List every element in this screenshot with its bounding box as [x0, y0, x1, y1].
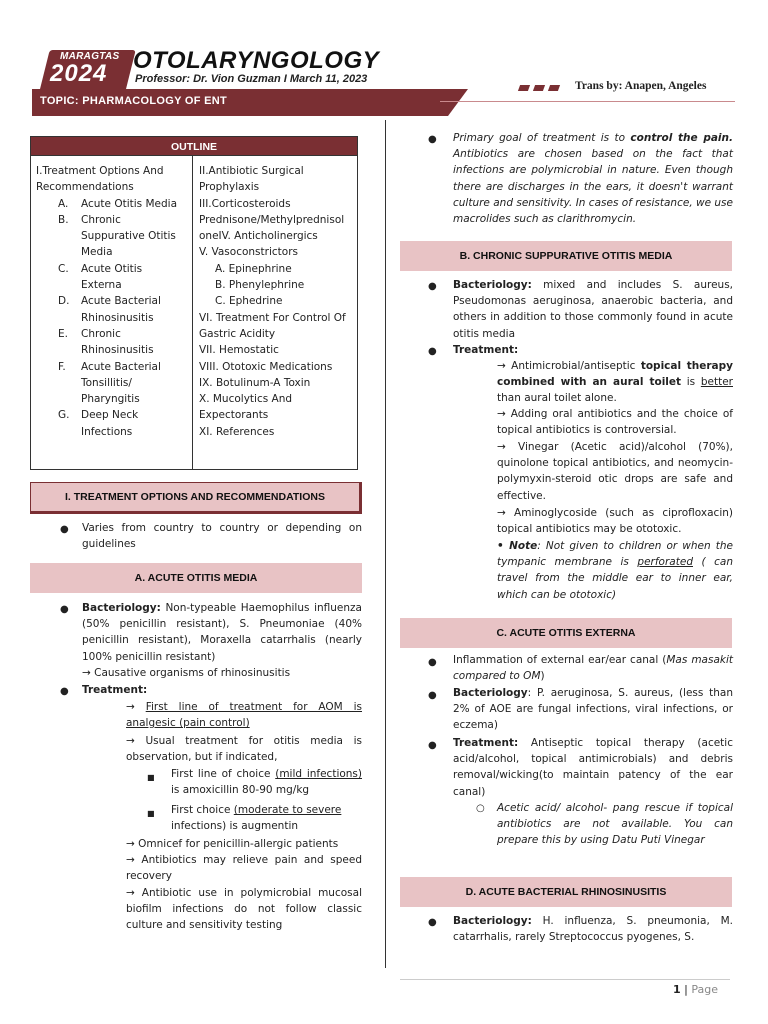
header-divider [440, 101, 735, 102]
outline-item: I.Treatment Options And [36, 165, 164, 177]
outline-item-key [36, 391, 81, 407]
outline-item [36, 391, 188, 407]
aom-relieve: → Antibiotics may relieve pain and speed recovery [126, 854, 362, 883]
column-divider [385, 120, 386, 968]
outline-item: Prophylaxis [199, 181, 260, 194]
outline-item-label: Pharyngitis [81, 393, 140, 406]
outline-item: Gastric Acidity [199, 327, 276, 340]
section-heading-aom: A. ACUTE OTITIS MEDIA [30, 563, 362, 593]
outline-item-label: Infections [81, 425, 133, 438]
bullet: ● [428, 690, 437, 701]
outline-item [36, 359, 188, 375]
outline-item [36, 326, 188, 342]
outline-item-label: Acute Bacterial [81, 360, 161, 373]
outline-item-key: D. [58, 295, 70, 308]
outline-item-key: A. [58, 197, 69, 210]
square-bullet: ■ [147, 809, 155, 818]
outline-item-label: Rhinosinusitis [81, 344, 154, 357]
aom-omnicef: → Omnicef for penicillin-allergic patients [126, 838, 339, 850]
outline-item [36, 375, 188, 391]
outline-item: Recommendations [36, 181, 134, 194]
outline-item-label: Acute Otitis [81, 262, 143, 275]
outline-item: III.Corticosteroids [199, 197, 291, 210]
outline-item-key [36, 424, 81, 440]
aom-treatment-label: Treatment: [82, 684, 148, 696]
page-footer: 1 | Page [673, 983, 718, 996]
footer-divider [400, 979, 730, 980]
outline-right-column [199, 163, 355, 440]
outline-item: Expectorants [199, 409, 269, 422]
aom-first-line: → First line of treatment for AOM is analgesic (pain control) [126, 701, 362, 730]
outline-item: XI. References [199, 425, 275, 438]
outline-item-label: Tonsillitis/ [81, 376, 132, 389]
square-bullet: ■ [147, 773, 155, 782]
outline-item-key [36, 244, 81, 260]
outline-item [36, 212, 188, 228]
outline-item [36, 277, 188, 293]
outline-item-label: Suppurative Otitis [81, 230, 176, 243]
outline-item-key [36, 228, 81, 244]
outline-item-key: F. [58, 360, 66, 373]
aom-usual: → Usual treatment for otitis media is observation, but if indicated, [126, 735, 362, 764]
bullet: ● [428, 281, 437, 292]
logo-text: MARAGTAS [60, 51, 120, 62]
outline-item: oneIV. Anticholinergics [199, 230, 318, 243]
professor-line: Professor: Dr. Vion Guzman I March 11, 2023 [135, 73, 368, 85]
aoe-inflammation: Inflammation of external ear/ear canal (Mas masakit compared to OM) [453, 654, 733, 683]
outline-item [36, 342, 188, 358]
outline-item: X. Mucolytics And [199, 393, 293, 406]
outline-item [36, 196, 188, 212]
bullet: ● [428, 657, 437, 668]
csom-oral: → Adding oral antibiotics and the choice of topical antibiotics is controversial. [497, 408, 733, 437]
outline-item: C. Ephedrine [215, 295, 283, 308]
circle-bullet: ○ [476, 803, 485, 814]
aom-choice-moderate: First choice (moderate to severe infections) is augmentin [171, 804, 342, 833]
outline-left-column [36, 163, 188, 440]
outline-item-key [36, 277, 81, 293]
outline-item: II.Antibiotic Surgical [199, 165, 304, 177]
bullet: ● [428, 917, 437, 928]
outline-item-label: Rhinosinusitis [81, 311, 154, 324]
abrs-bacteriology: Bacteriology: H. influenza, S. pneumonia, M. catarrhalis, rarely Streptococcus pyogenes, S. [453, 915, 733, 944]
section-heading-csom: B. CHRONIC SUPPURATIVE OTITIS MEDIA [400, 241, 732, 271]
outline-item: IX. Botulinum-A Toxin [199, 376, 311, 389]
aom-polymicrobial: → Antibiotic use in polymicrobial mucosal biofilm infections do not follow classic culture and sensitivity testing [126, 887, 362, 932]
outline-item: Prednisone/Methylprednisol [199, 213, 345, 226]
outline-item [36, 424, 188, 440]
csom-vinegar: → Vinegar (Acetic acid)/alcohol (70%), quinolone topical antibiotics, and neomycin-polymyxin-steroid otic drops are safe and effective. [497, 441, 733, 502]
outline-divider [192, 156, 193, 470]
outline-item-key [36, 375, 81, 391]
outline-item-label: Chronic [81, 213, 121, 226]
bullet: ● [428, 134, 437, 145]
outline-item: B. Phenylephrine [215, 279, 305, 292]
csom-topical: → Antimicrobial/antiseptic topical therapy combined with an aural toilet is better than aural toilet alone. [497, 360, 734, 405]
outline-item-label: Acute Otitis Media [81, 197, 178, 210]
outline-item-label: Deep Neck [81, 409, 139, 422]
outline-item-label: Acute Bacterial [81, 295, 161, 308]
outline-item: VI. Treatment For Control Of [199, 311, 346, 324]
outline-item: A. Epinephrine [215, 262, 292, 275]
outline-item: VIII. Ototoxic Medications [199, 360, 333, 373]
outline-item: VII. Hemostatic [199, 344, 279, 357]
csom-note: • Note: Not given to children or when the tympanic membrane is perforated ( can travel from the middle ear to inner ear, which can be ototoxic) [497, 540, 733, 601]
aom-choice-mild: First line of choice (mild infections) is amoxicillin 80-90 mg/kg [171, 768, 363, 797]
outline-item-label: Chronic [81, 327, 121, 340]
aoe-treatment: Treatment: Antiseptic topical therapy (acetic acid/alcohol, topical antimicrobials) and debris removal/wicking(to maintain patency of the ear canal) [453, 737, 733, 798]
outline-item-key: G. [58, 409, 70, 422]
bullet: ● [428, 740, 437, 751]
aom-causative: → Causative organisms of rhinosinusitis [82, 667, 291, 679]
outline-item [36, 407, 188, 423]
bullet: ● [60, 524, 69, 535]
section-heading-abrs: D. ACUTE BACTERIAL RHINOSINUSITIS [400, 877, 732, 907]
aom-bacteriology: Bacteriology: Non-typeable Haemophilus influenza (50% penicillin resistant), S. Pneumoniae (40% penicillin resistant), Moraxella catarrhalis (nearly 100% penicillin resistant) [82, 602, 362, 663]
topic-label: TOPIC: PHARMACOLOGY OF ENT [40, 95, 228, 107]
csom-bacteriology: Bacteriology: mixed and includes S. aureus, Pseudomonas aeruginosa, anaerobic bacteria, and others in addition to those commonly found in acute otitis media [453, 279, 733, 340]
bullet: ● [60, 686, 69, 697]
outline-item-label: Media [81, 246, 113, 259]
outline-item [36, 310, 188, 326]
outline-item-key [36, 342, 81, 358]
outline-item [36, 244, 188, 260]
outline-item: V. Vasoconstrictors [199, 246, 298, 259]
translator-credit: Trans by: Anapen, Angeles [575, 80, 707, 92]
outline-item-key: C. [58, 262, 69, 275]
csom-aminoglycoside: → Aminoglycoside (such as ciprofloxacin) topical antibiotics may be ototoxic. [497, 507, 733, 536]
bullet: ● [60, 604, 69, 615]
paragraph-varies: Varies from country to country or depending on guidelines [82, 522, 362, 551]
csom-treatment-label: Treatment: [453, 344, 519, 356]
aoe-vinegar-tip: Acetic acid/ alcohol- pang rescue if topical antibiotics are not available. You can prepare this by using Datu Puti Vinegar [497, 802, 733, 847]
outline-item-label: Externa [81, 279, 122, 292]
outline-item-key [36, 310, 81, 326]
primary-goal: Primary goal of treatment is to control the pain. Antibiotics are chosen based on the fact that infections are polymicrobial in nature. Even though there are discharges in the ears, it doesn't warrant culture and sensitivity. In cases of resistance, we use macrolides such as clarithromycin. [453, 132, 733, 226]
outline-item [36, 261, 188, 277]
section-heading-aoe: C. ACUTE OTITIS EXTERNA [400, 618, 732, 648]
page-title: OTOLARYNGOLOGY [133, 47, 380, 74]
outline-title: OUTLINE [30, 136, 358, 156]
outline-item-key: E. [58, 327, 68, 340]
outline-item [36, 293, 188, 309]
bullet: ● [428, 346, 437, 357]
outline-item-key: B. [58, 213, 69, 226]
logo-year: 2024 [50, 60, 108, 87]
outline-item [36, 228, 188, 244]
aoe-bacteriology: Bacteriology: P. aeruginosa, S. aureus, (less than 2% of AOE are fungal infections, viral infections, or eczema) [453, 687, 733, 732]
dashes-icon [519, 85, 559, 91]
section-heading-treatment-options: I. TREATMENT OPTIONS AND RECOMMENDATIONS [30, 482, 362, 514]
